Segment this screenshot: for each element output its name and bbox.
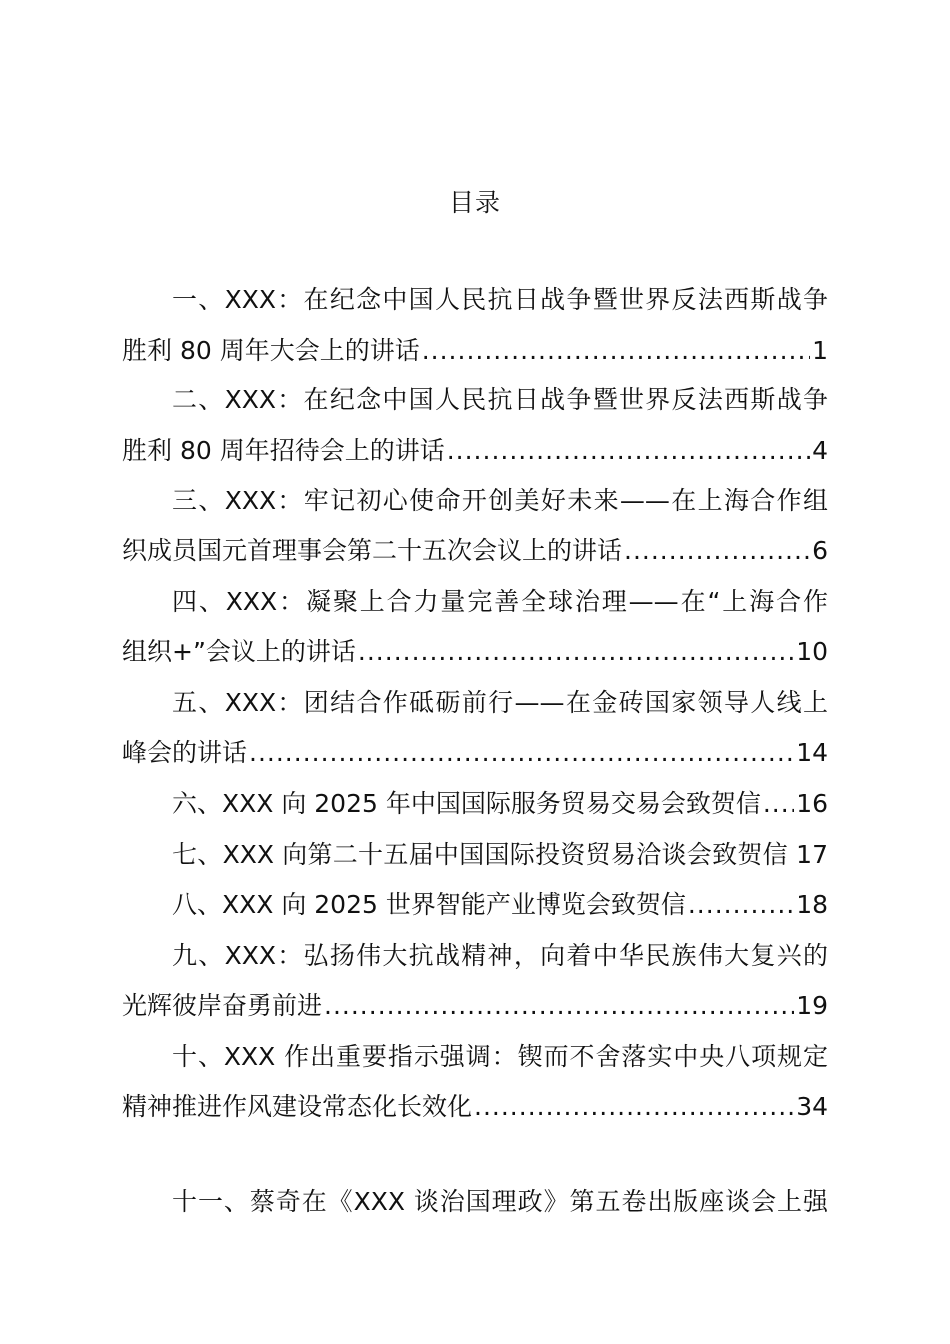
toc-page-number: 19 (796, 991, 828, 1020)
toc-entry-9-line1[interactable]: 九、XXX：弘扬伟大抗战精神，向着中华民族伟大复兴的 (172, 941, 828, 970)
toc-entry-5-line1[interactable]: 五、XXX：团结合作砥砺前行——在金砖国家领导人线上 (172, 688, 828, 717)
toc-page-number: 14 (796, 738, 828, 767)
dot-leader (688, 887, 794, 923)
toc-entry-text: 光辉彼岸奋勇前进 (122, 991, 323, 1020)
toc-entry-text: 织成员国元首理事会第二十五次会议上的讲话 (122, 536, 623, 565)
toc-page-number: 34 (796, 1092, 828, 1121)
toc-entry-text: 八、XXX 向 2025 世界智能产业博览会致贺信 (172, 890, 686, 919)
toc-entry-4-line1[interactable]: 四、XXX：凝聚上合力量完善全球治理——在“上海合作 (172, 587, 828, 616)
toc-page-number: 10 (796, 637, 828, 666)
toc-entry-text: 六、XXX 向 2025 年中国国际服务贸易交易会致贺信 (172, 789, 761, 818)
toc-entry-6[interactable] (172, 786, 828, 822)
dot-leader (358, 634, 794, 670)
dot-leader (474, 1089, 794, 1125)
toc-entry-9-line2[interactable] (122, 988, 828, 1024)
dot-leader (422, 333, 810, 369)
dot-leader (447, 433, 810, 469)
toc-entry-4-line2[interactable] (122, 634, 828, 670)
toc-entry-1-line2[interactable] (122, 333, 828, 369)
toc-entry-text: 组织+”会议上的讲话 (122, 637, 356, 666)
toc-page-number: 4 (812, 436, 828, 465)
toc-page-number: 1 (812, 336, 828, 365)
toc-entry-8[interactable] (172, 887, 828, 923)
dot-leader (324, 988, 794, 1024)
toc-entry-5-line2[interactable] (122, 735, 828, 771)
toc-entry-2-line2[interactable] (122, 433, 828, 469)
dot-leader (624, 533, 810, 569)
toc-entry-text: 峰会的讲话 (122, 738, 248, 767)
toc-page-number: 16 (796, 789, 828, 818)
toc-page-number: 18 (796, 890, 828, 919)
toc-entry-2-line1[interactable]: 二、XXX：在纪念中国人民抗日战争暨世界反法西斯战争 (172, 385, 828, 414)
toc-entry-3-line1[interactable]: 三、XXX：牢记初心使命开创美好未来——在上海合作组 (172, 486, 828, 515)
toc-page-number: 6 (812, 536, 828, 565)
toc-entry-text: 胜利 80 周年招待会上的讲话 (122, 436, 445, 465)
toc-entry-10-line1[interactable]: 十、XXX 作出重要指示强调：锲而不舍落实中央八项规定 (172, 1042, 828, 1071)
dot-leader (249, 735, 794, 771)
toc-entry-text: 胜利 80 周年大会上的讲话 (122, 336, 420, 365)
toc-entry-1-line1[interactable]: 一、XXX：在纪念中国人民抗日战争暨世界反法西斯战争 (172, 285, 828, 314)
toc-entry-text: 精神推进作风建设常态化长效化 (122, 1092, 473, 1121)
toc-entry-11-line1[interactable]: 十一、蔡奇在《XXX 谈治国理政》第五卷出版座谈会上强 (172, 1187, 828, 1216)
dot-leader (763, 786, 794, 822)
toc-entry-10-line2[interactable] (122, 1089, 828, 1125)
toc-entry-3-line2[interactable] (122, 533, 828, 569)
toc-title: 目录 (448, 188, 501, 217)
toc-entry-7[interactable]: 七、XXX 向第二十五届中国国际投资贸易洽谈会致贺信 17 (172, 840, 828, 869)
